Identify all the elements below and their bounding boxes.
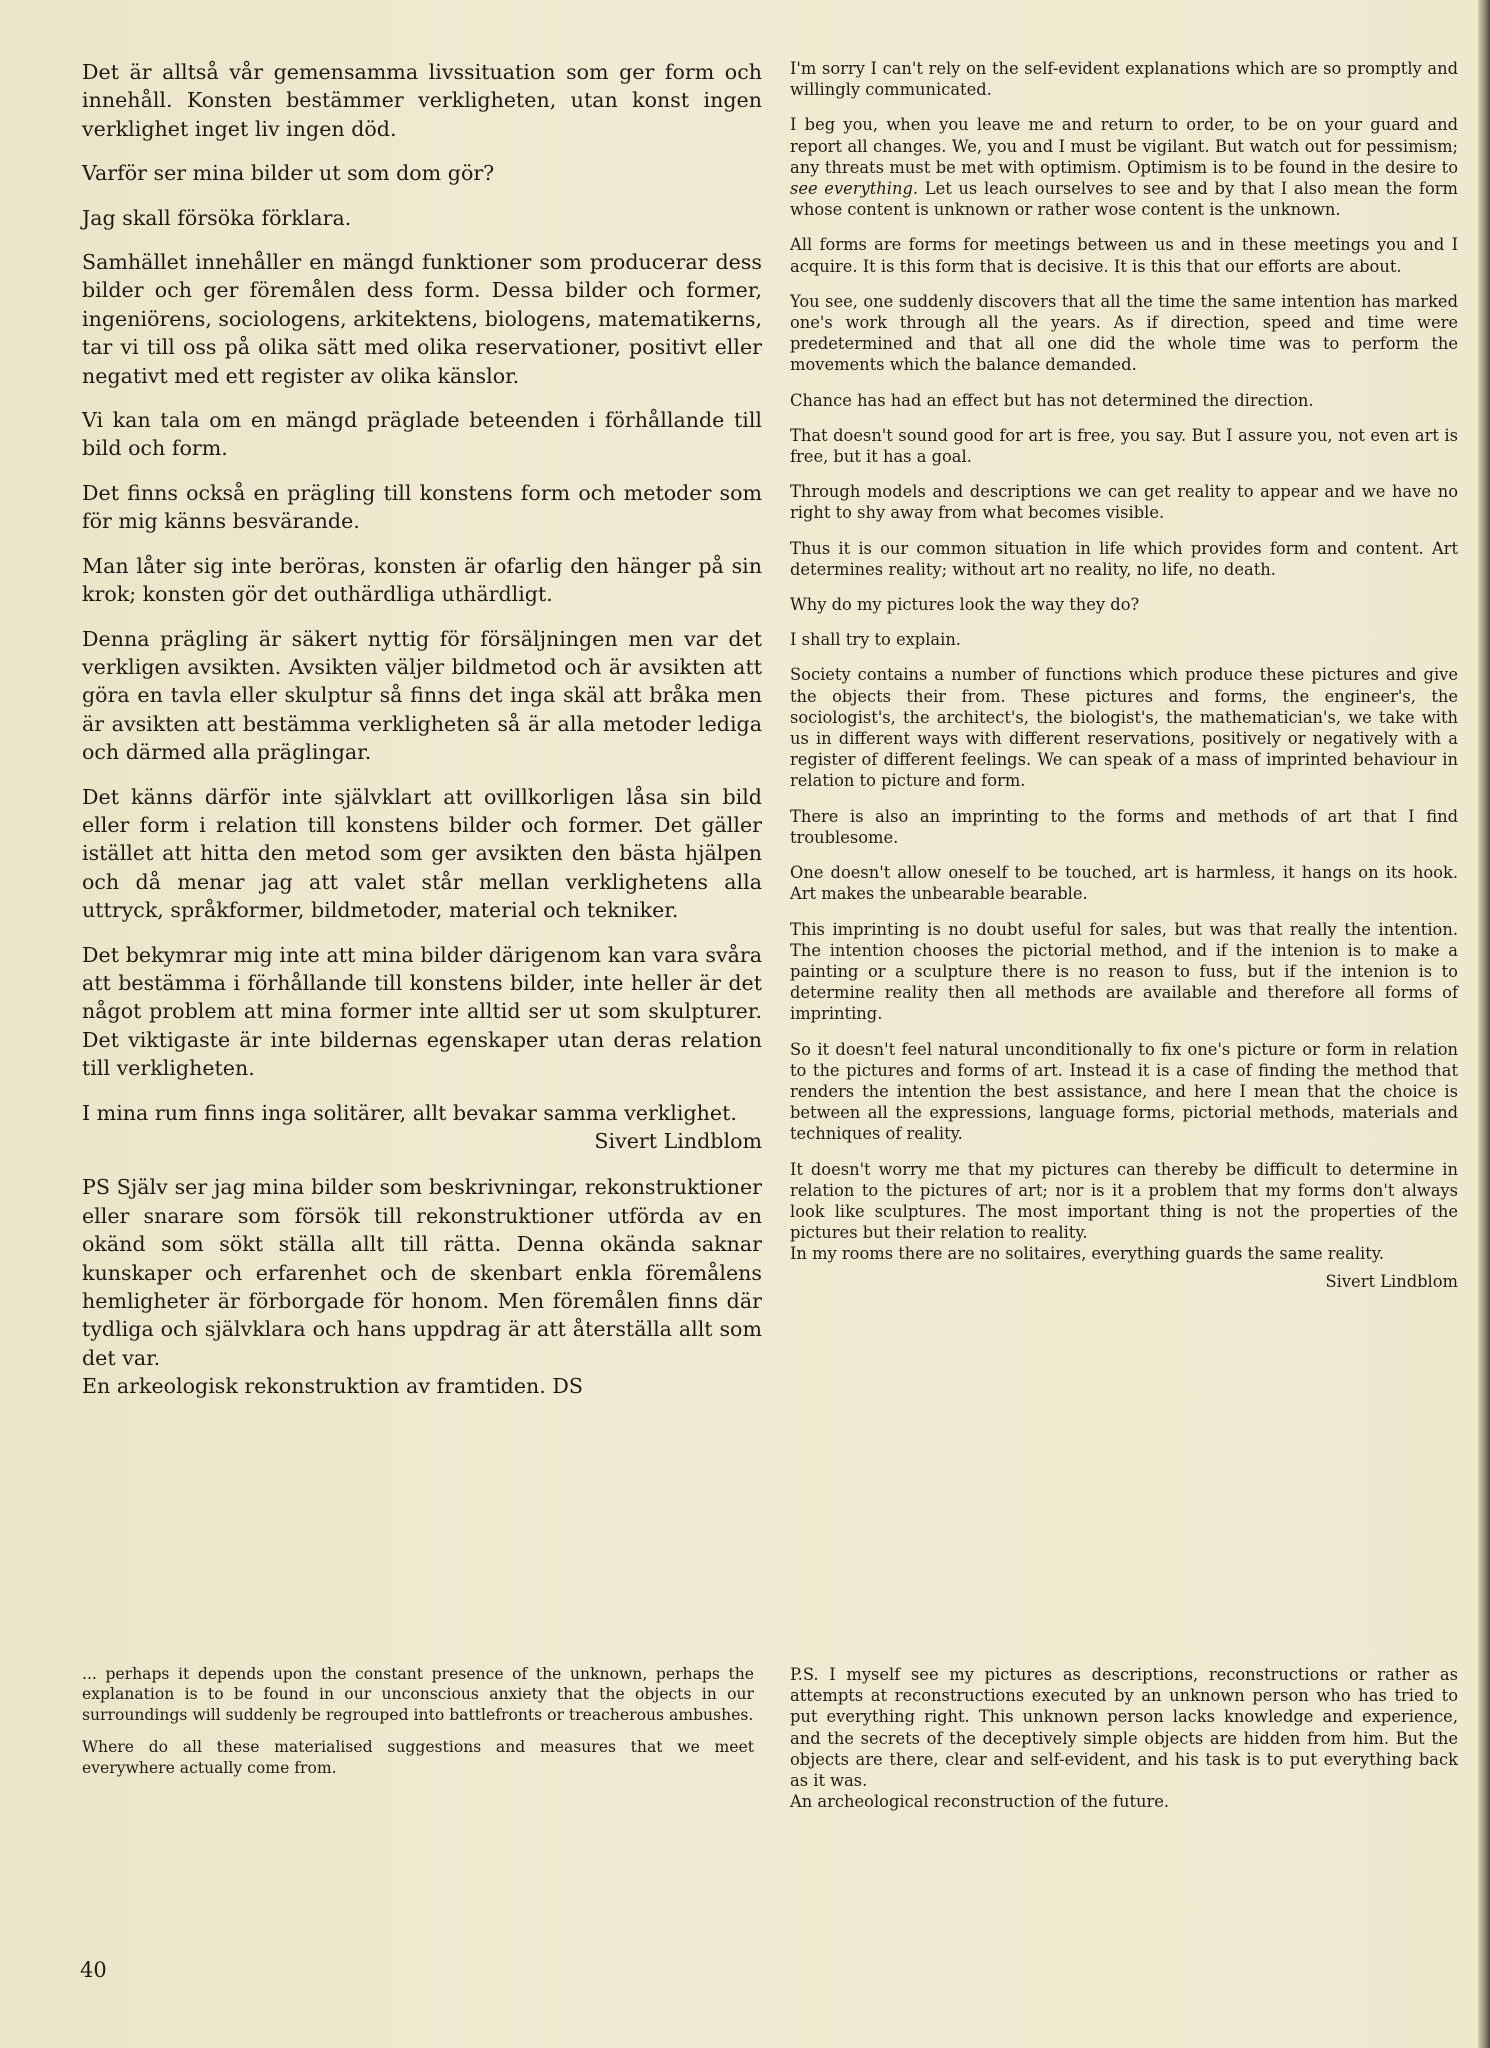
postscript: P.S. I myself see my pictures as descriptions, reconstructions or rather as attempts at reconstructions executed by an unknown person who has tried to put everything right. This unknown person lacks knowledge and experience, and the secrets of the deceptively simple objects are hidden from him. But the objects are there, clear and self-evident, and his task is to put everything back as it was. <box>790 1665 1458 1791</box>
swedish-text-column <box>82 58 762 1401</box>
paragraph: Through models and descriptions we can get reality to appear and we have no right to shy away from what becomes visible. <box>790 482 1458 523</box>
english-postscript-block <box>790 1664 1458 1812</box>
paragraph: Det bekymrar mig inte att mina bilder därigenom kan vara svåra att bestämma i förhållande till konstens bilder, inte heller är det något problem att mina former inte alltid ser ut som skulpturer. Det viktigaste är inte bildernas egenskaper utan deras relation till verkligheten. <box>82 942 762 1081</box>
paragraph: You see, one suddenly discovers that all the time the same intention has marked one's work through all the years. As if direction, speed and time were predetermined and that all one did the whole time was to perform the movements which the balance demanded. <box>790 291 1458 375</box>
text-segment: I beg you, when you leave me and return to order, to be on your guard and report all changes. We, you and I must be vigilant. But watch out for pessimism; any threats must be met with optimism. Optimism is to be found in the desire to <box>790 115 1458 177</box>
paragraph: Det är alltså vår gemensamma livssituation som ger form och innehåll. Konsten bestämmer verkligheten, utan konst ingen verklighet inget liv ingen död. <box>82 60 762 141</box>
paragraph: It doesn't worry me that my pictures can thereby be difficult to determine in relation to the pictures of art; nor is it a problem that my forms don't always look like sculptures. The most important thing is not the properties of the pictures but their relation to reality. <box>790 1159 1458 1243</box>
paragraph-with-emphasis <box>790 114 1458 220</box>
paragraph: Chance has had an effect but has not determined the direction. <box>790 390 1314 410</box>
paragraph: In my rooms there are no solitaires, everything guards the same reality. <box>790 1244 1384 1264</box>
paragraph: All forms are forms for meetings between us and in these meetings you and I acquire. It is this form that is decisive. It is this that our efforts are about. <box>790 235 1458 276</box>
paragraph: Where do all these materialised suggestions and measures that we meet everywhere actually come from. <box>82 1738 754 1777</box>
paragraph: That doesn't sound good for art is free, you say. But I assure you, not even art is free, but it has a goal. <box>790 425 1458 467</box>
paragraph: Vi kan tala om en mängd präglade beteenden i förhållande till bild och form. <box>82 408 762 461</box>
paragraph: Varför ser mina bilder ut som dom gör? <box>82 161 495 186</box>
paragraph: This imprinting is no doubt useful for sales, but was that really the intention. The intention chooses the pictorial method, and if the intenion is to make a painting or a sculpture there is no reason to fuss, but if the intenion is to determine reality then all methods are available and therefore all forms of imprinting. <box>790 919 1458 1024</box>
paragraph: I mina rum finns inga solitärer, allt bevakar samma verklighet. <box>82 1100 737 1125</box>
english-text-column <box>790 58 1458 1292</box>
author-signature: Sivert Lindblom <box>1325 1271 1458 1291</box>
paragraph: Man låter sig inte beröras, konsten är ofarlig den hänger på sin krok; konsten gör det outhärdliga uthärdligt. <box>82 553 762 607</box>
paragraph: Det känns därför inte självklart att ovillkorligen låsa sin bild eller form i relation till konstens bilder och former. Det gäller istället att hitta den metod som ger avsikten den bästa hjälpen och då menar jag att valet står mellan verklighetens alla uttryck, språkformer, bildmetoder, material och tekniker. <box>82 784 762 923</box>
page-edge-shadow <box>1478 0 1490 2048</box>
paragraph: Thus it is our common situation in life which provides form and content. Art determines reality; without art no reality, no life, no death. <box>790 538 1458 579</box>
paragraph: I shall try to explain. <box>790 630 961 650</box>
paragraph: Jag skall försöka förklara. <box>82 205 352 230</box>
paragraph: There is also an imprinting to the forms and methods of art that I find troublesome. <box>790 806 1458 847</box>
postscript: PS Själv ser jag mina bilder som beskrivningar, rekonstruktioner eller snarare som försök till rekonstruktioner utförda av en okänd som sökt ställa allt till rätta. Denna okända saknar kunskaper och erfarenhet och de skenbart enkla föremålens hemligheter är förborgade för honom. Men föremålen finns där tydliga och självklara och hans uppdrag är att återställa allt som det var. <box>82 1175 762 1370</box>
paragraph: One doesn't allow oneself to be touched, art is harmless, it hangs on its hook. Art makes the unbearable bearable. <box>790 863 1458 904</box>
paragraph: So it doesn't feel natural unconditionally to fix one's picture or form in relation to the pictures and forms of art. Instead it is a case of finding the method that renders the intention the best assistance, and here I mean that the choice is between all the expressions, language forms, pictorial methods, materials and techniques of reality. <box>790 1039 1458 1144</box>
paragraph: Society contains a number of functions which produce these pictures and give the objects their from. These pictures and forms, the engineer's, the sociologist's, the architect's, the biologist's, the mathematician's, we take with us in different ways with different reservations, positively or negatively with a register of different feelings. We can speak of a mass of imprinted behaviour in relation to picture and form. <box>790 665 1458 791</box>
page-number: 40 <box>80 1958 107 1982</box>
postscript-closing: An archeological reconstruction of the future. <box>790 1792 1170 1812</box>
paragraph: Det finns också en prägling till konstens form och metoder som för mig känns besvärande. <box>82 480 762 534</box>
author-signature: Sivert Lindblom <box>594 1129 762 1153</box>
paragraph: I'm sorry I can't rely on the self-evident explanations which are so promptly and willingly communicated. <box>790 59 1458 100</box>
text-segment: Let us leach ourselves to see and by that I also mean the form whose content is unknown or rather wose content is the unknown. <box>790 179 1458 220</box>
paragraph: Denna prägling är säkert nyttig för försäljningen men var det verkligen avsikten. Avsikten väljer bildmetod och är avsikten att göra en tavla eller skulptur så finns det inga skäl att bråka men är avsikten att bestämma verkligheten så är alla metoder lediga och därmed alla präglingar. <box>82 626 762 765</box>
english-quote-block <box>82 1664 754 1790</box>
paragraph: Why do my pictures look the way they do? <box>790 595 1140 615</box>
paragraph: Samhället innehåller en mängd funktioner som producerar dess bilder och ger föremålen dess form. Dessa bilder och former, ingeniörens, sociologens, arkitektens, biologens, matematikerns, tar vi till oss på olika sätt med olika reservationer, positivt eller negativt med ett register av olika känslor. <box>82 250 762 388</box>
postscript-closing: En arkeologisk rekonstruktion av framtiden. DS <box>82 1374 583 1399</box>
paragraph: ... perhaps it depends upon the constant presence of the unknown, perhaps the explanation is to be found in our unconscious anxiety that the objects in our surroundings will suddenly be regrouped into battlefronts or treacherous ambushes. <box>82 1665 754 1724</box>
emphasized-text: see everything. <box>790 179 919 199</box>
